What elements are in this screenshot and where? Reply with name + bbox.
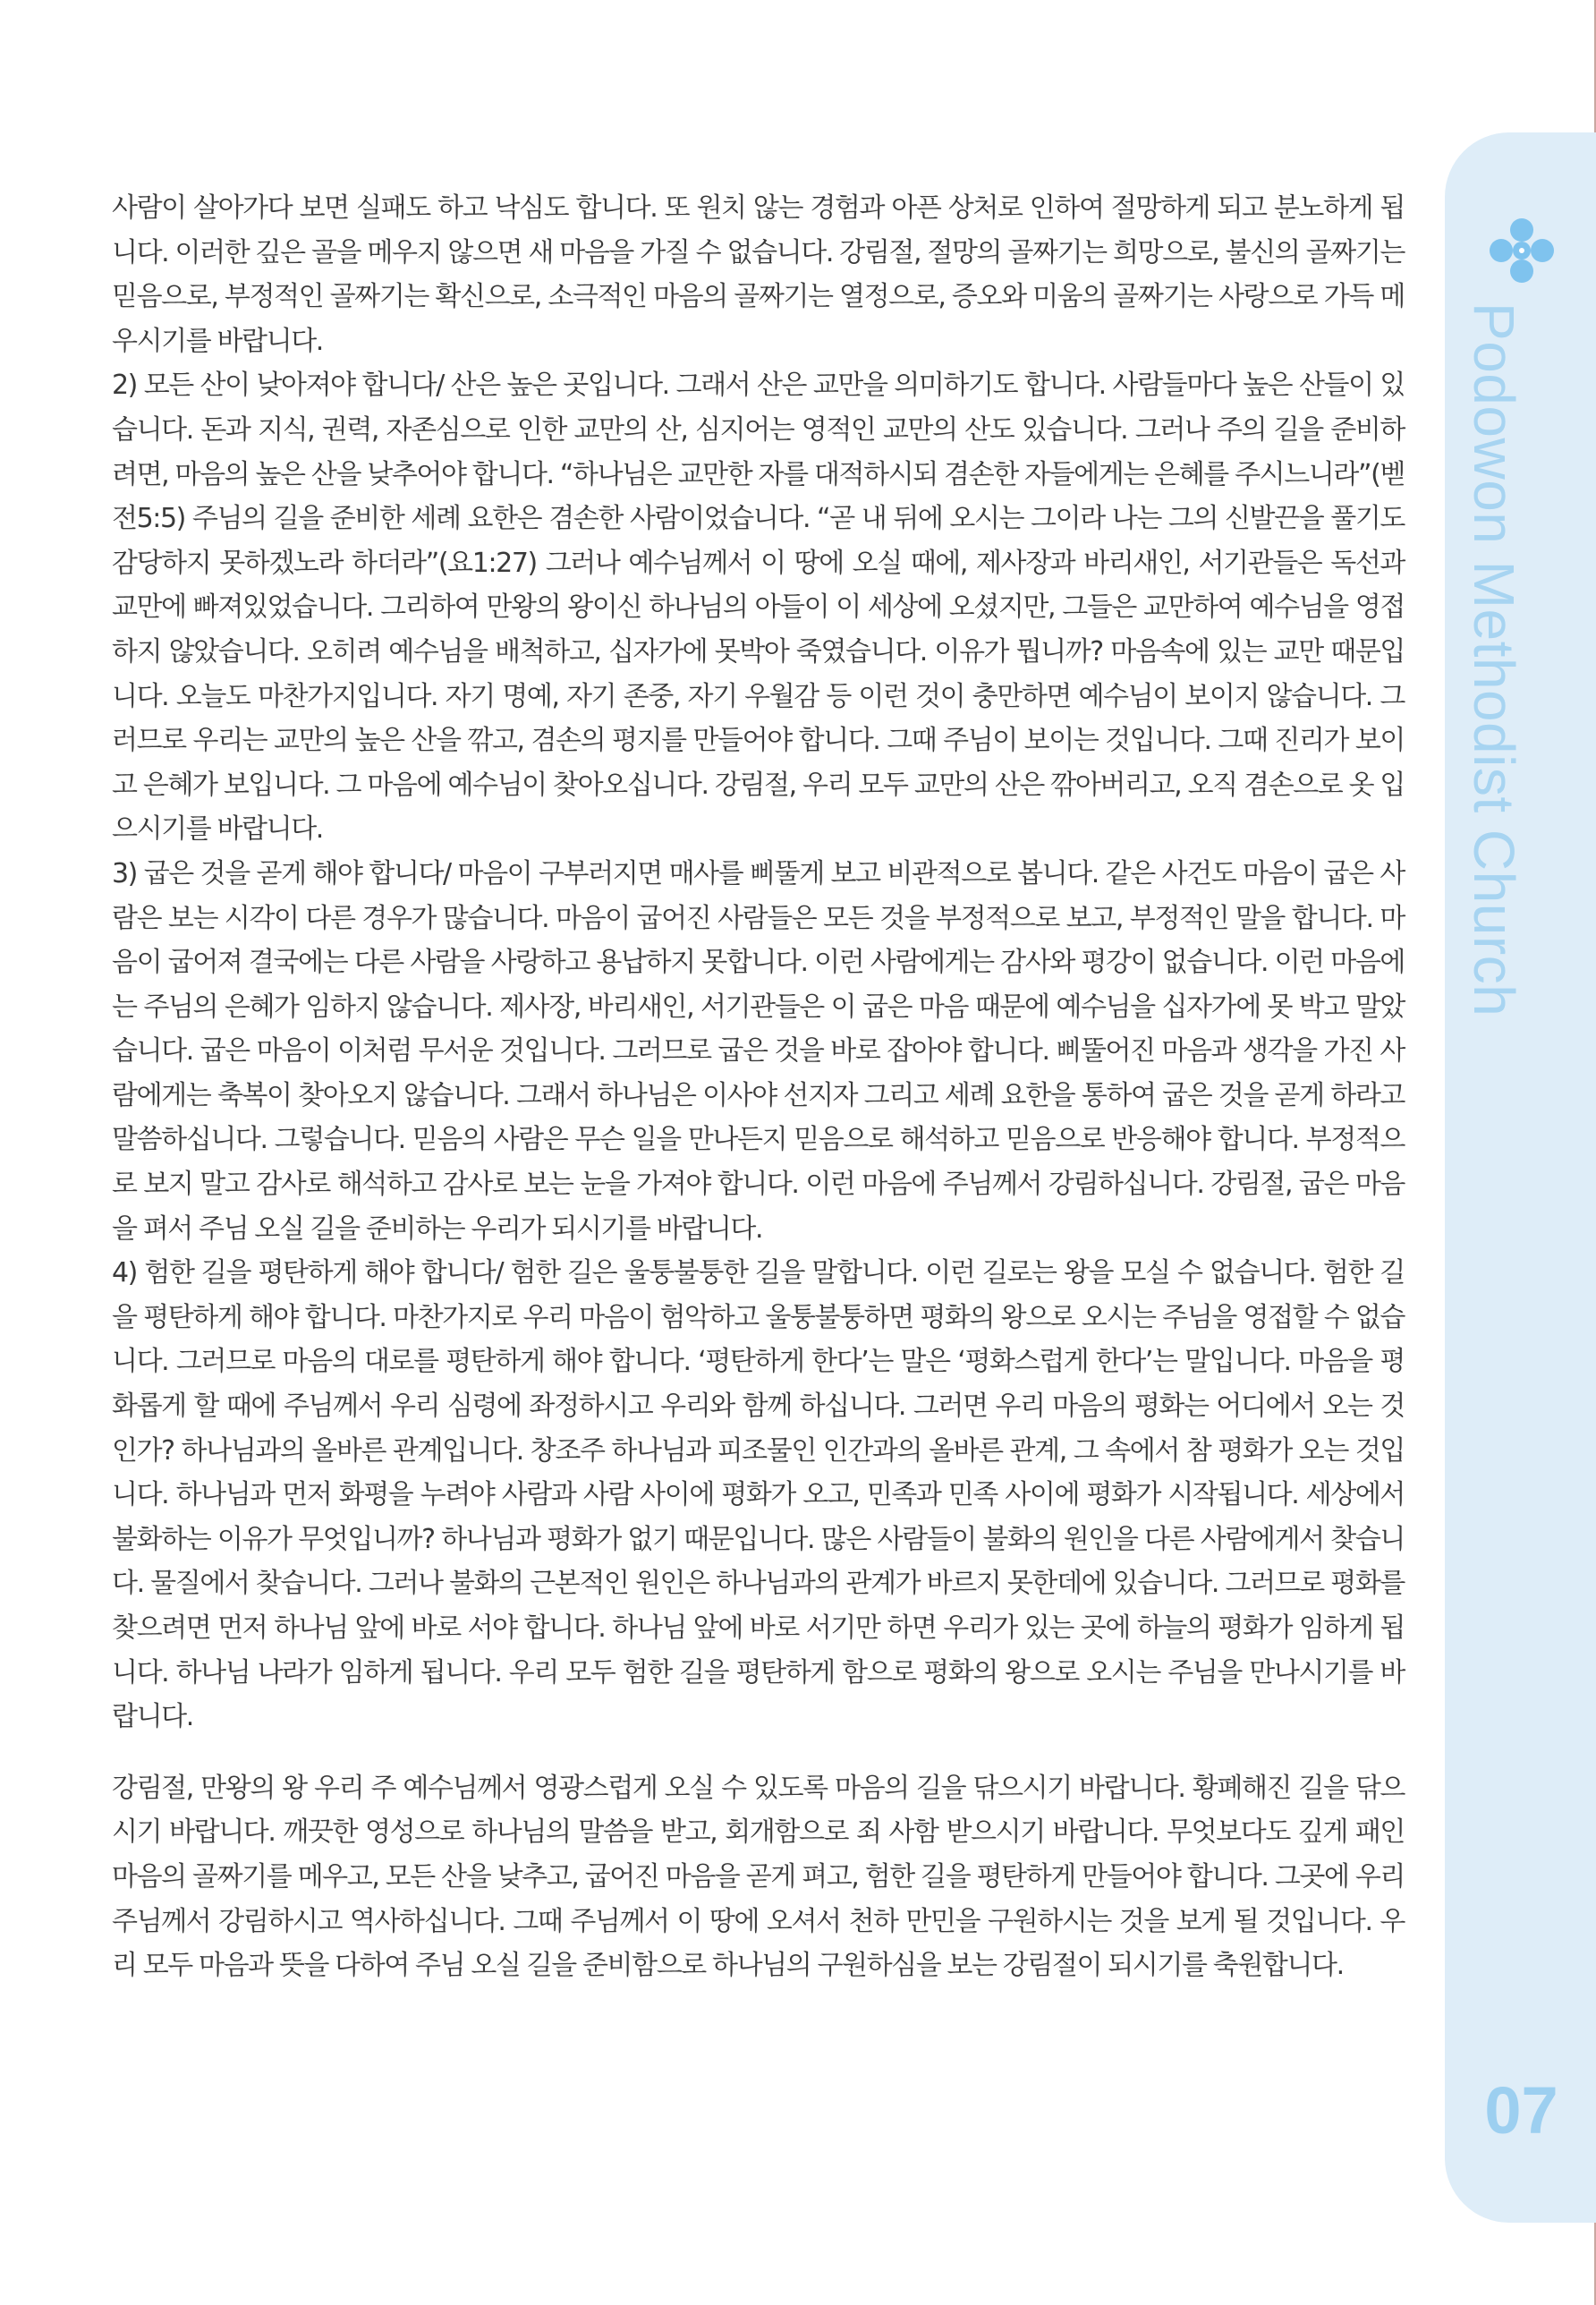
cross-flower-icon [1489,217,1555,284]
paragraph-conclusion: 강림절, 만왕의 왕 우리 주 예수님께서 영광스럽게 오실 수 있도록 마음의 길을 닦으시기 바랍니다. 황폐해진 길을 닦으시기 바랍니다. 깨끗한 영성으로 하나님의 말씀을 받고, 회개함으로 죄 사함 받으시기 바랍니다. 무엇보다도 깊게 패인 마음의 골짜기를 메우고, 모든 산을 낮추고, 굽어진 마음을 곧게 펴고, 험한 길을 평탄하게 만들어야 합니다. 그곳에 우리 주님께서 강림하시고 역사하십니다. 그때 주님께서 이 땅에 오셔서 천하 만민을 구원하시는 것을 보게 될 것입니다. 우리 모두 마음과 뜻을 다하여 주님 오실 길을 준비함으로 하나님의 구원하심을 보는 강림절이 되시기를 축원합니다. [112,1772,1405,1982]
paragraph-point-4: 4) 험한 길을 평탄하게 해야 합니다/ 험한 길은 울퉁불퉁한 길을 말합니다. 이런 길로는 왕을 모실 수 없습니다. 험한 길을 평탄하게 해야 합니다. 마찬가지로 우리 마음이 험악하고 울퉁불퉁하면 평화의 왕으로 오시는 주님을 영접할 수 없습니다. 그러므로 마음의 대로를 평탄하게 해야 합니다. ‘평탄하게 한다’는 말은 ‘평화스럽게 한다’는 말입니다. 마음을 평화롭게 할 때에 주님께서 우리 심령에 좌정하시고 우리와 함께 하십니다. 그러면 우리 마음의 평화는 어디에서 오는 것인가? 하나님과의 올바른 관계입니다. 창조주 하나님과 피조물인 인간과의 올바른 관계, 그 속에서 참 평화가 오는 것입니다. 하나님과 먼저 화평을 누려야 사람과 사람 사이에 평화가 오고, 민족과 민족 사이에 평화가 시작됩니다. 세상에서 불화하는 이유가 무엇입니까? 하나님과 평화가 없기 때문입니다. 많은 사람들이 불화의 원인을 다른 사람에게서 찾습니다. 물질에서 찾습니다. 그러나 불화의 근본적인 원인은 하나님과의 관계가 바르지 못한데에 있습니다. 그러므로 평화를 찾으려면 먼저 하나님 앞에 바로 서야 합니다. 하나님 앞에 바로 서기만 하면 우리가 있는 곳에 하늘의 평화가 임하게 됩니다. 하나님 나라가 임하게 됩니다. 우리 모두 험한 길을 평탄하게 함으로 평화의 왕으로 오시는 주님을 만나시기를 바랍니다. [112,1257,1405,1733]
paragraph-point-3: 3) 굽은 것을 곧게 해야 합니다/ 마음이 구부러지면 매사를 삐뚤게 보고 비관적으로 봅니다. 같은 사건도 마음이 굽은 사람은 보는 시각이 다른 경우가 많습니다. 마음이 굽어진 사람들은 모든 것을 부정적으로 보고, 부정적인 말을 합니다. 마음이 굽어져 결국에는 다른 사람을 사랑하고 용납하지 못합니다. 이런 사람에게는 감사와 평강이 없습니다. 이런 마음에는 주님의 은혜가 임하지 않습니다. 제사장, 바리새인, 서기관들은 이 굽은 마음 때문에 예수님을 십자가에 못 박고 말았습니다. 굽은 마음이 이처럼 무서운 것입니다. 그러므로 굽은 것을 바로 잡아야 합니다. 삐뚤어진 마음과 생각을 가진 사람에게는 축복이 찾아오지 않습니다. 그래서 하나님은 이사야 선지자 그리고 세례 요한을 통하여 굽은 것을 곧게 하라고 말씀하십니다. 그렇습니다. 믿음의 사람은 무슨 일을 만나든지 믿음으로 해석하고 믿음으로 반응해야 합니다. 부정적으로 보지 말고 감사로 해석하고 감사로 보는 눈을 가져야 합니다. 이런 마음에 주님께서 강림하십니다. 강림절, 굽은 마음을 펴서 주님 오실 길을 준비하는 우리가 되시기를 바랍니다. [112,857,1405,1245]
paragraph-point-2: 2) 모든 산이 낮아져야 합니다/ 산은 높은 곳입니다. 그래서 산은 교만을 의미하기도 합니다. 사람들마다 높은 산들이 있습니다. 돈과 지식, 권력, 자존심으로 인한 교만의 산, 심지어는 영적인 교만의 산도 있습니다. 그러나 주의 길을 준비하려면, 마음의 높은 산을 낮추어야 합니다. “하나님은 교만한 자를 대적하시되 겸손한 자들에게는 은혜를 주시느니라”(벧전5:5) 주님의 길을 준비한 세례 요한은 겸손한 사람이었습니다. “곧 내 뒤에 오시는 그이라 나는 그의 신발끈을 풀기도 감당하지 못하겠노라 하더라”(요1:27) 그러나 예수님께서 이 땅에 오실 때에, 제사장과 바리새인, 서기관들은 독선과 교만에 빠져있었습니다. 그리하여 만왕의 왕이신 하나님의 아들이 이 세상에 오셨지만, 그들은 교만하여 예수님을 영접하지 않았습니다. 오히려 예수님을 배척하고, 십자가에 못박아 죽였습니다. 이유가 뭡니까? 마음속에 있는 교만 때문입니다. 오늘도 마찬가지입니다. 자기 명예, 자기 존중, 자기 우월감 등 이런 것이 충만하면 예수님이 보이지 않습니다. 그러므로 우리는 교만의 높은 산을 깎고, 겸손의 평지를 만들어야 합니다. 그때 주님이 보이는 것입니다. 그때 진리가 보이고 은혜가 보입니다. 그 마음에 예수님이 찾아오십니다. 강림절, 우리 모두 교만의 산은 깎아버리고, 오직 겸손으로 옷 입으시기를 바랍니다. [112,370,1405,846]
article-body [112,186,1405,1988]
paragraph-intro: 사람이 살아가다 보면 실패도 하고 낙심도 합니다. 또 원치 않는 경험과 아픈 상처로 인하여 절망하게 되고 분노하게 됩니다. 이러한 깊은 골을 메우지 않으면 새 마음을 가질 수 없습니다. 강림절, 절망의 골짜기는 희망으로, 불신의 골짜기는 믿음으로, 부정적인 골짜기는 확신으로, 소극적인 마음의 골짜기는 열정으로, 증오와 미움의 골짜기는 사랑으로 가득 메우시기를 바랍니다. [112,192,1405,357]
page-number: 07 [1484,2073,1558,2148]
church-name: Podowon Methodist Church [1462,302,1526,1017]
